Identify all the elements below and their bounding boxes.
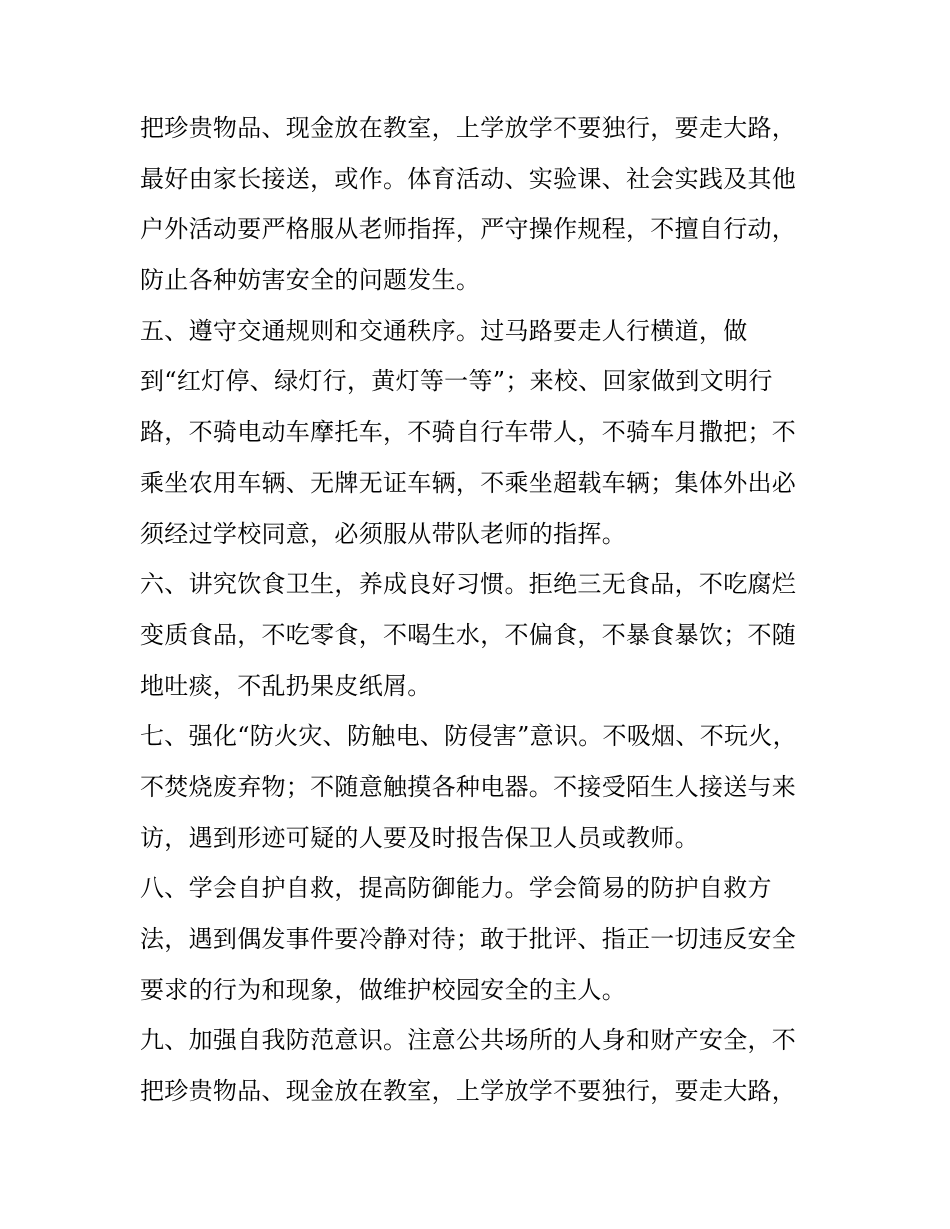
text-line: 八、学会自护自救，提高防御能力。学会简易的防护自救方 — [140, 874, 772, 903]
text-line: 五、遵守交通规则和交通秩序。过马路要走人行横道，做 — [140, 316, 748, 345]
text-line: 地吐痰，不乱扔果皮纸屑。 — [140, 671, 432, 700]
text-line: 不焚烧废弃物；不随意触摸各种电器。不接受陌生人接送与来 — [140, 772, 797, 801]
text-line: 变质食品，不吃零食，不喝生水，不偏食，不暴食暴饮；不随 — [140, 620, 797, 649]
text-line: 防止各种妨害安全的问题发生。 — [140, 266, 481, 295]
text-line: 到“红灯停、绿灯行，黄灯等一等”；来校、回家做到文明行 — [140, 367, 773, 396]
text-line: 要求的行为和现象，做维护校园安全的主人。 — [140, 975, 626, 1004]
text-line: 乘坐农用车辆、无牌无证车辆，不乘坐超载车辆；集体外出必 — [140, 468, 797, 497]
text-line: 九、加强自我防范意识。注意公共场所的人身和财产安全，不 — [140, 1026, 797, 1055]
text-line: 须经过学校同意，必须服从带队老师的指挥。 — [140, 519, 626, 548]
text-line: 七、强化“防火灾、防触电、防侵害”意识。不吸烟、不玩火， — [140, 722, 797, 751]
text-line: 把珍贵物品、现金放在教室，上学放学不要独行，要走大路， — [140, 1077, 797, 1106]
document-body-text — [140, 103, 830, 1117]
text-line: 六、讲究饮食卫生，养成良好习惯。拒绝三无食品，不吃腐烂 — [140, 570, 797, 599]
text-line: 户外活动要严格服从老师指挥，严守操作规程，不擅自行动， — [140, 215, 797, 244]
text-line: 把珍贵物品、现金放在教室，上学放学不要独行，要走大路， — [140, 114, 797, 142]
text-line: 访，遇到形迹可疑的人要及时报告保卫人员或教师。 — [140, 823, 699, 852]
text-line: 路，不骑电动车摩托车，不骑自行车带人，不骑车月撒把；不 — [140, 418, 797, 447]
text-line: 法，遇到偶发事件要冷静对待；敢于批评、指正一切违反安全 — [140, 925, 797, 953]
text-line: 最好由家长接送，或作。体育活动、实验课、社会实践及其他 — [140, 164, 797, 193]
